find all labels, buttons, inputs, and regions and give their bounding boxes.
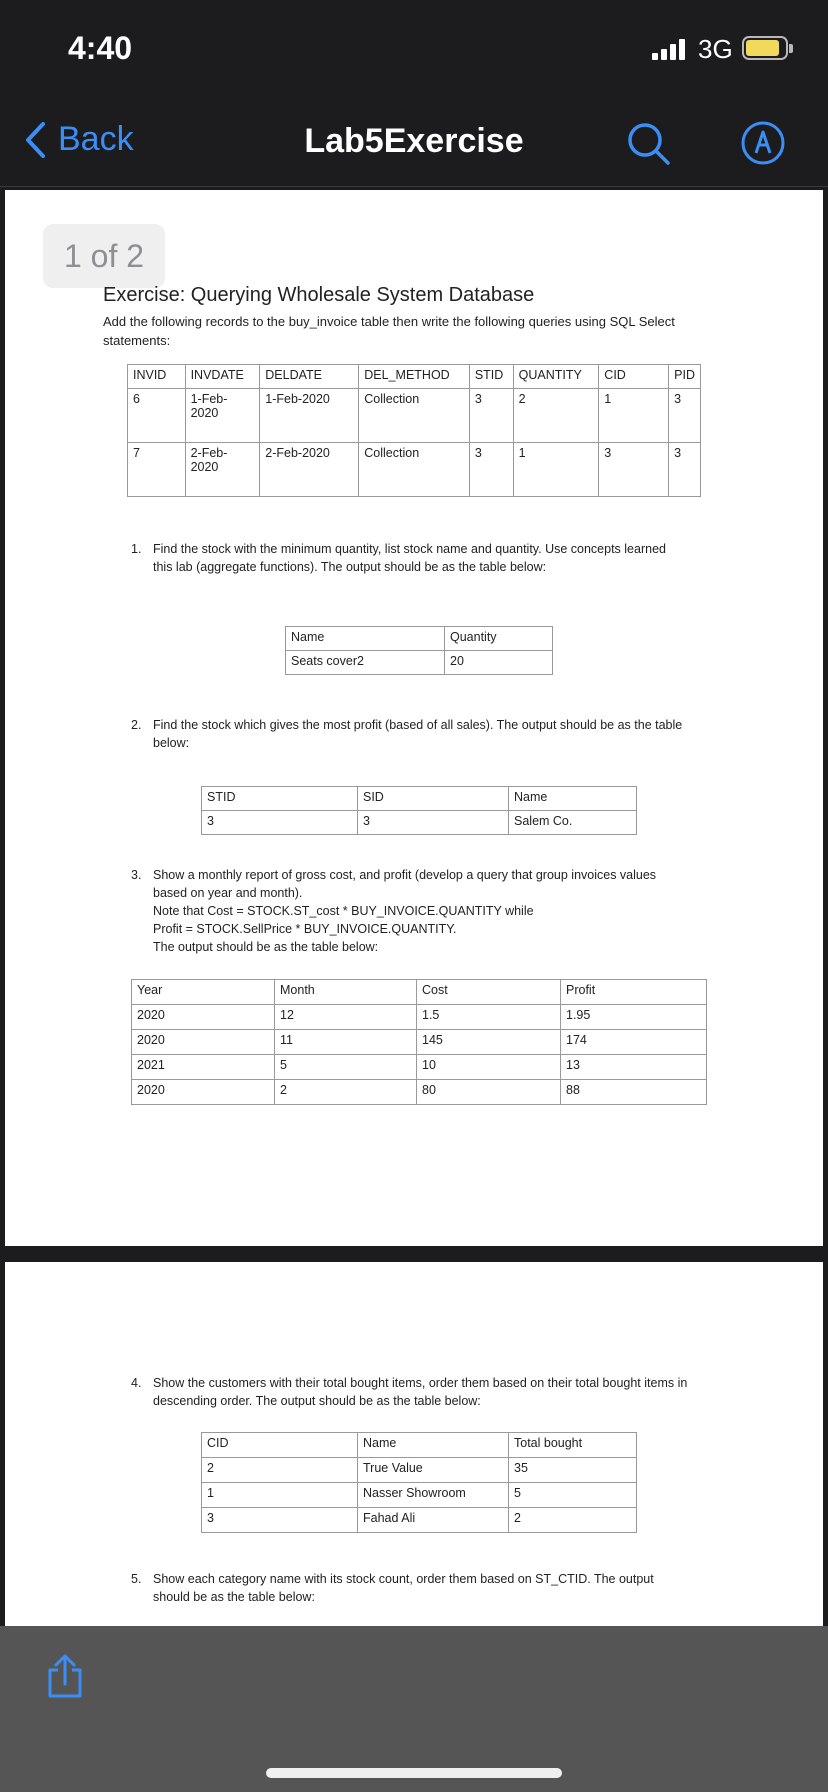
table-header: CID [202, 1433, 358, 1458]
table-header: SID [358, 787, 509, 811]
document-page-1 [5, 190, 823, 1246]
table-cell: 6 [128, 389, 186, 443]
question-text: Find the stock which gives the most profit (based of all sales). The output should be as the table below: [153, 718, 683, 750]
table-cell: 3 [202, 1508, 358, 1533]
q1-result-table [285, 626, 553, 675]
table-cell: 2020 [132, 1030, 275, 1055]
question-number: 5. [131, 1572, 142, 1586]
table-header: Total bought [509, 1433, 637, 1458]
table-cell: 13 [561, 1055, 707, 1080]
table-cell: 2 [202, 1458, 358, 1483]
table-row [202, 1508, 637, 1533]
back-button[interactable] [24, 120, 134, 159]
table-header: Name [509, 787, 637, 811]
table-cell: 174 [561, 1030, 707, 1055]
table-cell: 2020 [132, 1080, 275, 1105]
question-text: Show the customers with their total bought items, order them based on their total bought items in descending order. The output should be as the table below: [153, 1376, 688, 1408]
table-row [132, 1080, 707, 1105]
table-row [202, 1458, 637, 1483]
question-text: Show each category name with its stock count, order them based on ST_CTID. The output should be as the table below: [153, 1572, 654, 1604]
page-indicator: 1 of 2 [43, 224, 165, 288]
table-cell: 5 [509, 1483, 637, 1508]
table-cell: 2 [509, 1508, 637, 1533]
status-bar [0, 0, 828, 100]
table-cell: 1.95 [561, 1005, 707, 1030]
question-number: 4. [131, 1376, 142, 1390]
table-cell: 1 [513, 443, 599, 497]
table-cell: 80 [417, 1080, 561, 1105]
table-cell: Seats cover2 [286, 651, 445, 675]
document-page-2 [5, 1262, 823, 1626]
table-cell: 145 [417, 1030, 561, 1055]
invoice-table [127, 364, 701, 497]
search-button[interactable] [624, 120, 674, 175]
battery-icon [742, 36, 788, 60]
table-cell: 2 [513, 389, 599, 443]
table-cell: Collection [359, 443, 470, 497]
table-cell: 3 [469, 443, 513, 497]
table-cell: 12 [275, 1005, 417, 1030]
table-row [202, 811, 637, 835]
question-note: Profit = STOCK.SellPrice * BUY_INVOICE.QUANTITY. [153, 922, 457, 936]
table-cell: 1 [599, 389, 669, 443]
exercise-heading: Exercise: Querying Wholesale System Database [103, 284, 535, 306]
table-header: Year [132, 980, 275, 1005]
table-cell: 5 [275, 1055, 417, 1080]
network-type: 3G [698, 34, 733, 64]
table-cell: 3 [358, 811, 509, 835]
markup-button[interactable] [740, 120, 786, 171]
table-header: STID [469, 365, 513, 389]
table-header: Profit [561, 980, 707, 1005]
table-cell: True Value [358, 1458, 509, 1483]
table-cell: 3 [669, 389, 701, 443]
question-4 [131, 1374, 688, 1410]
question-text: Show a monthly report of gross cost, and profit (develop a query that group invoices values based on year and month). [153, 868, 657, 900]
bottom-toolbar [0, 1626, 828, 1792]
status-time: 4:40 [68, 30, 133, 66]
table-header: INVID [128, 365, 186, 389]
table-cell: 7 [128, 443, 186, 497]
table-header: PID [669, 365, 701, 389]
table-cell: 88 [561, 1080, 707, 1105]
back-label: Back [58, 120, 134, 158]
question-text: Find the stock with the minimum quantity, list stock name and quantity. Use concepts learned this lab (aggregate functions). The output should be as the table below: [153, 542, 666, 574]
navigation-bar [0, 100, 828, 187]
question-number: 3. [131, 868, 142, 882]
table-cell: 2 [275, 1080, 417, 1105]
table-cell: 2-Feb-2020 [260, 443, 359, 497]
table-cell: 3 [669, 443, 701, 497]
question-number: 1. [131, 542, 142, 556]
q4-result-table [201, 1432, 637, 1533]
home-indicator[interactable] [266, 1768, 562, 1778]
table-row [132, 1005, 707, 1030]
table-row [132, 1030, 707, 1055]
table-header: STID [202, 787, 358, 811]
table-header: DELDATE [260, 365, 359, 389]
table-cell: 1-Feb-2020 [260, 389, 359, 443]
table-header: Month [275, 980, 417, 1005]
table-cell: Fahad Ali [358, 1508, 509, 1533]
table-row [286, 651, 553, 675]
search-icon [624, 120, 674, 170]
table-cell: 35 [509, 1458, 637, 1483]
table-header: Name [286, 627, 445, 651]
share-icon [44, 1654, 86, 1700]
signal-icon [652, 38, 685, 60]
question-2 [131, 716, 688, 752]
table-header: Quantity [445, 627, 553, 651]
table-cell: 2020 [132, 1005, 275, 1030]
table-cell: Nasser Showroom [358, 1483, 509, 1508]
table-row [128, 443, 701, 497]
question-3 [131, 866, 688, 956]
table-cell: 2021 [132, 1055, 275, 1080]
chevron-left-icon [24, 121, 46, 159]
table-header: DEL_METHOD [359, 365, 470, 389]
question-5 [131, 1570, 688, 1606]
share-button[interactable] [44, 1654, 86, 1705]
q3-result-table [131, 979, 707, 1105]
table-header: CID [599, 365, 669, 389]
table-cell: 1-Feb-2020 [185, 389, 260, 443]
table-cell: 3 [599, 443, 669, 497]
table-cell: Salem Co. [509, 811, 637, 835]
table-header: Cost [417, 980, 561, 1005]
q2-result-table [201, 786, 637, 835]
question-note: Note that Cost = STOCK.ST_cost * BUY_INVOICE.QUANTITY while [153, 904, 534, 918]
table-cell: 3 [469, 389, 513, 443]
table-header: Name [358, 1433, 509, 1458]
document-title: Lab5Exercise [304, 122, 524, 160]
table-cell: 1.5 [417, 1005, 561, 1030]
table-cell: 3 [202, 811, 358, 835]
table-cell: 11 [275, 1030, 417, 1055]
table-cell: 10 [417, 1055, 561, 1080]
table-cell: Collection [359, 389, 470, 443]
markup-pen-icon [740, 120, 786, 166]
table-row [128, 389, 701, 443]
question-1 [131, 540, 688, 576]
table-row [132, 1055, 707, 1080]
question-note: The output should be as the table below: [153, 940, 379, 954]
table-cell: 1 [202, 1483, 358, 1508]
table-row [202, 1483, 637, 1508]
table-cell: 20 [445, 651, 553, 675]
table-header: QUANTITY [513, 365, 599, 389]
table-cell: 2-Feb-2020 [185, 443, 260, 497]
question-number: 2. [131, 718, 142, 732]
table-header: INVDATE [185, 365, 260, 389]
exercise-intro: Add the following records to the buy_invoice table then write the following queries using SQL Select statements: [103, 314, 675, 348]
